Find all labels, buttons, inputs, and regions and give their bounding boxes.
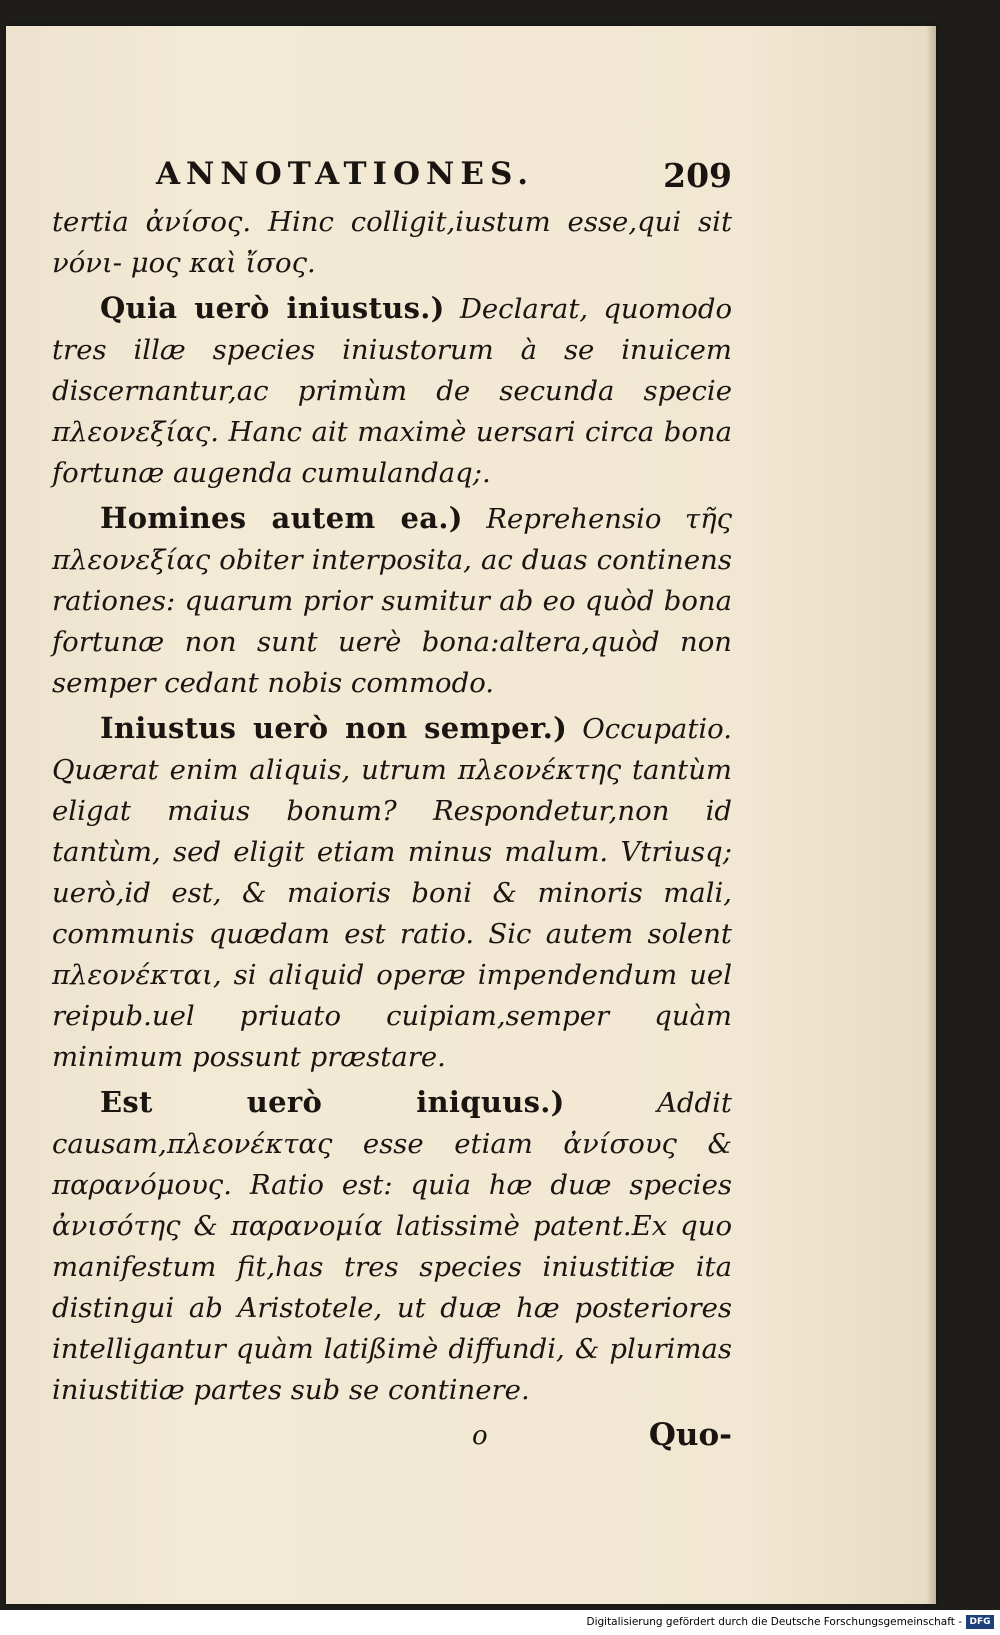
page-number: 209 <box>663 156 732 195</box>
paragraph-text: Declarat, quomodo tres illæ species iniustorum à se inuicem discernantur,ac primùm de secunda specie πλεονεξίας. Hanc ait maximè uersari circa bona fortunæ augenda cumulandaq;. <box>52 293 732 489</box>
credit-text: Digitalisierung gefördert durch die Deutsche Forschungsgemeinschaft - <box>586 1616 962 1628</box>
lemma: Quia uerò iniustus.) <box>100 291 445 325</box>
paragraph-text: tertia ἀνίσος. Hinc colligit,iustum esse,qui sit νόνι- μος καὶ ἴσος. <box>52 206 732 279</box>
credit-bar <box>0 1610 1000 1635</box>
paragraph-text: Addit causam,πλεονέκτας esse etiam ἀνίσους & παρανόμους. Ratio est: quia hæ duæ species ἀνισότης & παρανομία latissimè patent.Ex quo manifestum fit,has tres species iniustitiæ ita distingui ab Aristotele, ut duæ hæ posteriores intelligantur quàm latißimè diffundi, & plurimas iniustitiæ partes sub se continere. <box>52 1087 732 1406</box>
running-head <box>52 156 732 202</box>
paragraph-1 <box>52 202 732 284</box>
lemma: Est uerò iniquus.) <box>100 1085 565 1119</box>
paragraph-text: Occupatio. Quærat enim aliquis, utrum πλεονέκτης tantùm eligat maius bonum? Respondetur,non id tantùm, sed eligit etiam minus malum. Vtriusq; uerò,id est, & maioris boni & minoris mali, communis quædam est ratio. Sic autem solent πλεονέκται, si aliquid operæ impendendum uel reipub.uel priuato cuipiam,semper quàm minimum possunt præstare. <box>52 713 732 1073</box>
catchword: Quo- <box>648 1417 732 1453</box>
text-block <box>52 156 732 1463</box>
lemma: Homines autem ea.) <box>100 501 463 535</box>
page-footer <box>52 1417 732 1463</box>
lemma: Iniustus uerò non semper.) <box>100 711 568 745</box>
paragraph-text: Reprehensio τῆς πλεονεξίας obiter interposita, ac duas continens rationes: quarum prior sumitur ab eo quòd bona fortunæ non sunt uerè bona:altera,quòd non semper cedant nobis commodo. <box>52 503 732 699</box>
paragraph-3 <box>52 498 732 704</box>
paragraph-5 <box>52 1082 732 1411</box>
page-edge-shadow <box>926 26 936 1604</box>
paragraph-4 <box>52 708 732 1078</box>
paragraph-2 <box>52 288 732 494</box>
dfg-logo: DFG <box>966 1615 994 1629</box>
book-page <box>6 26 936 1604</box>
signature-mark: o <box>472 1421 488 1451</box>
running-title: ANNOTATIONES. <box>156 156 535 192</box>
